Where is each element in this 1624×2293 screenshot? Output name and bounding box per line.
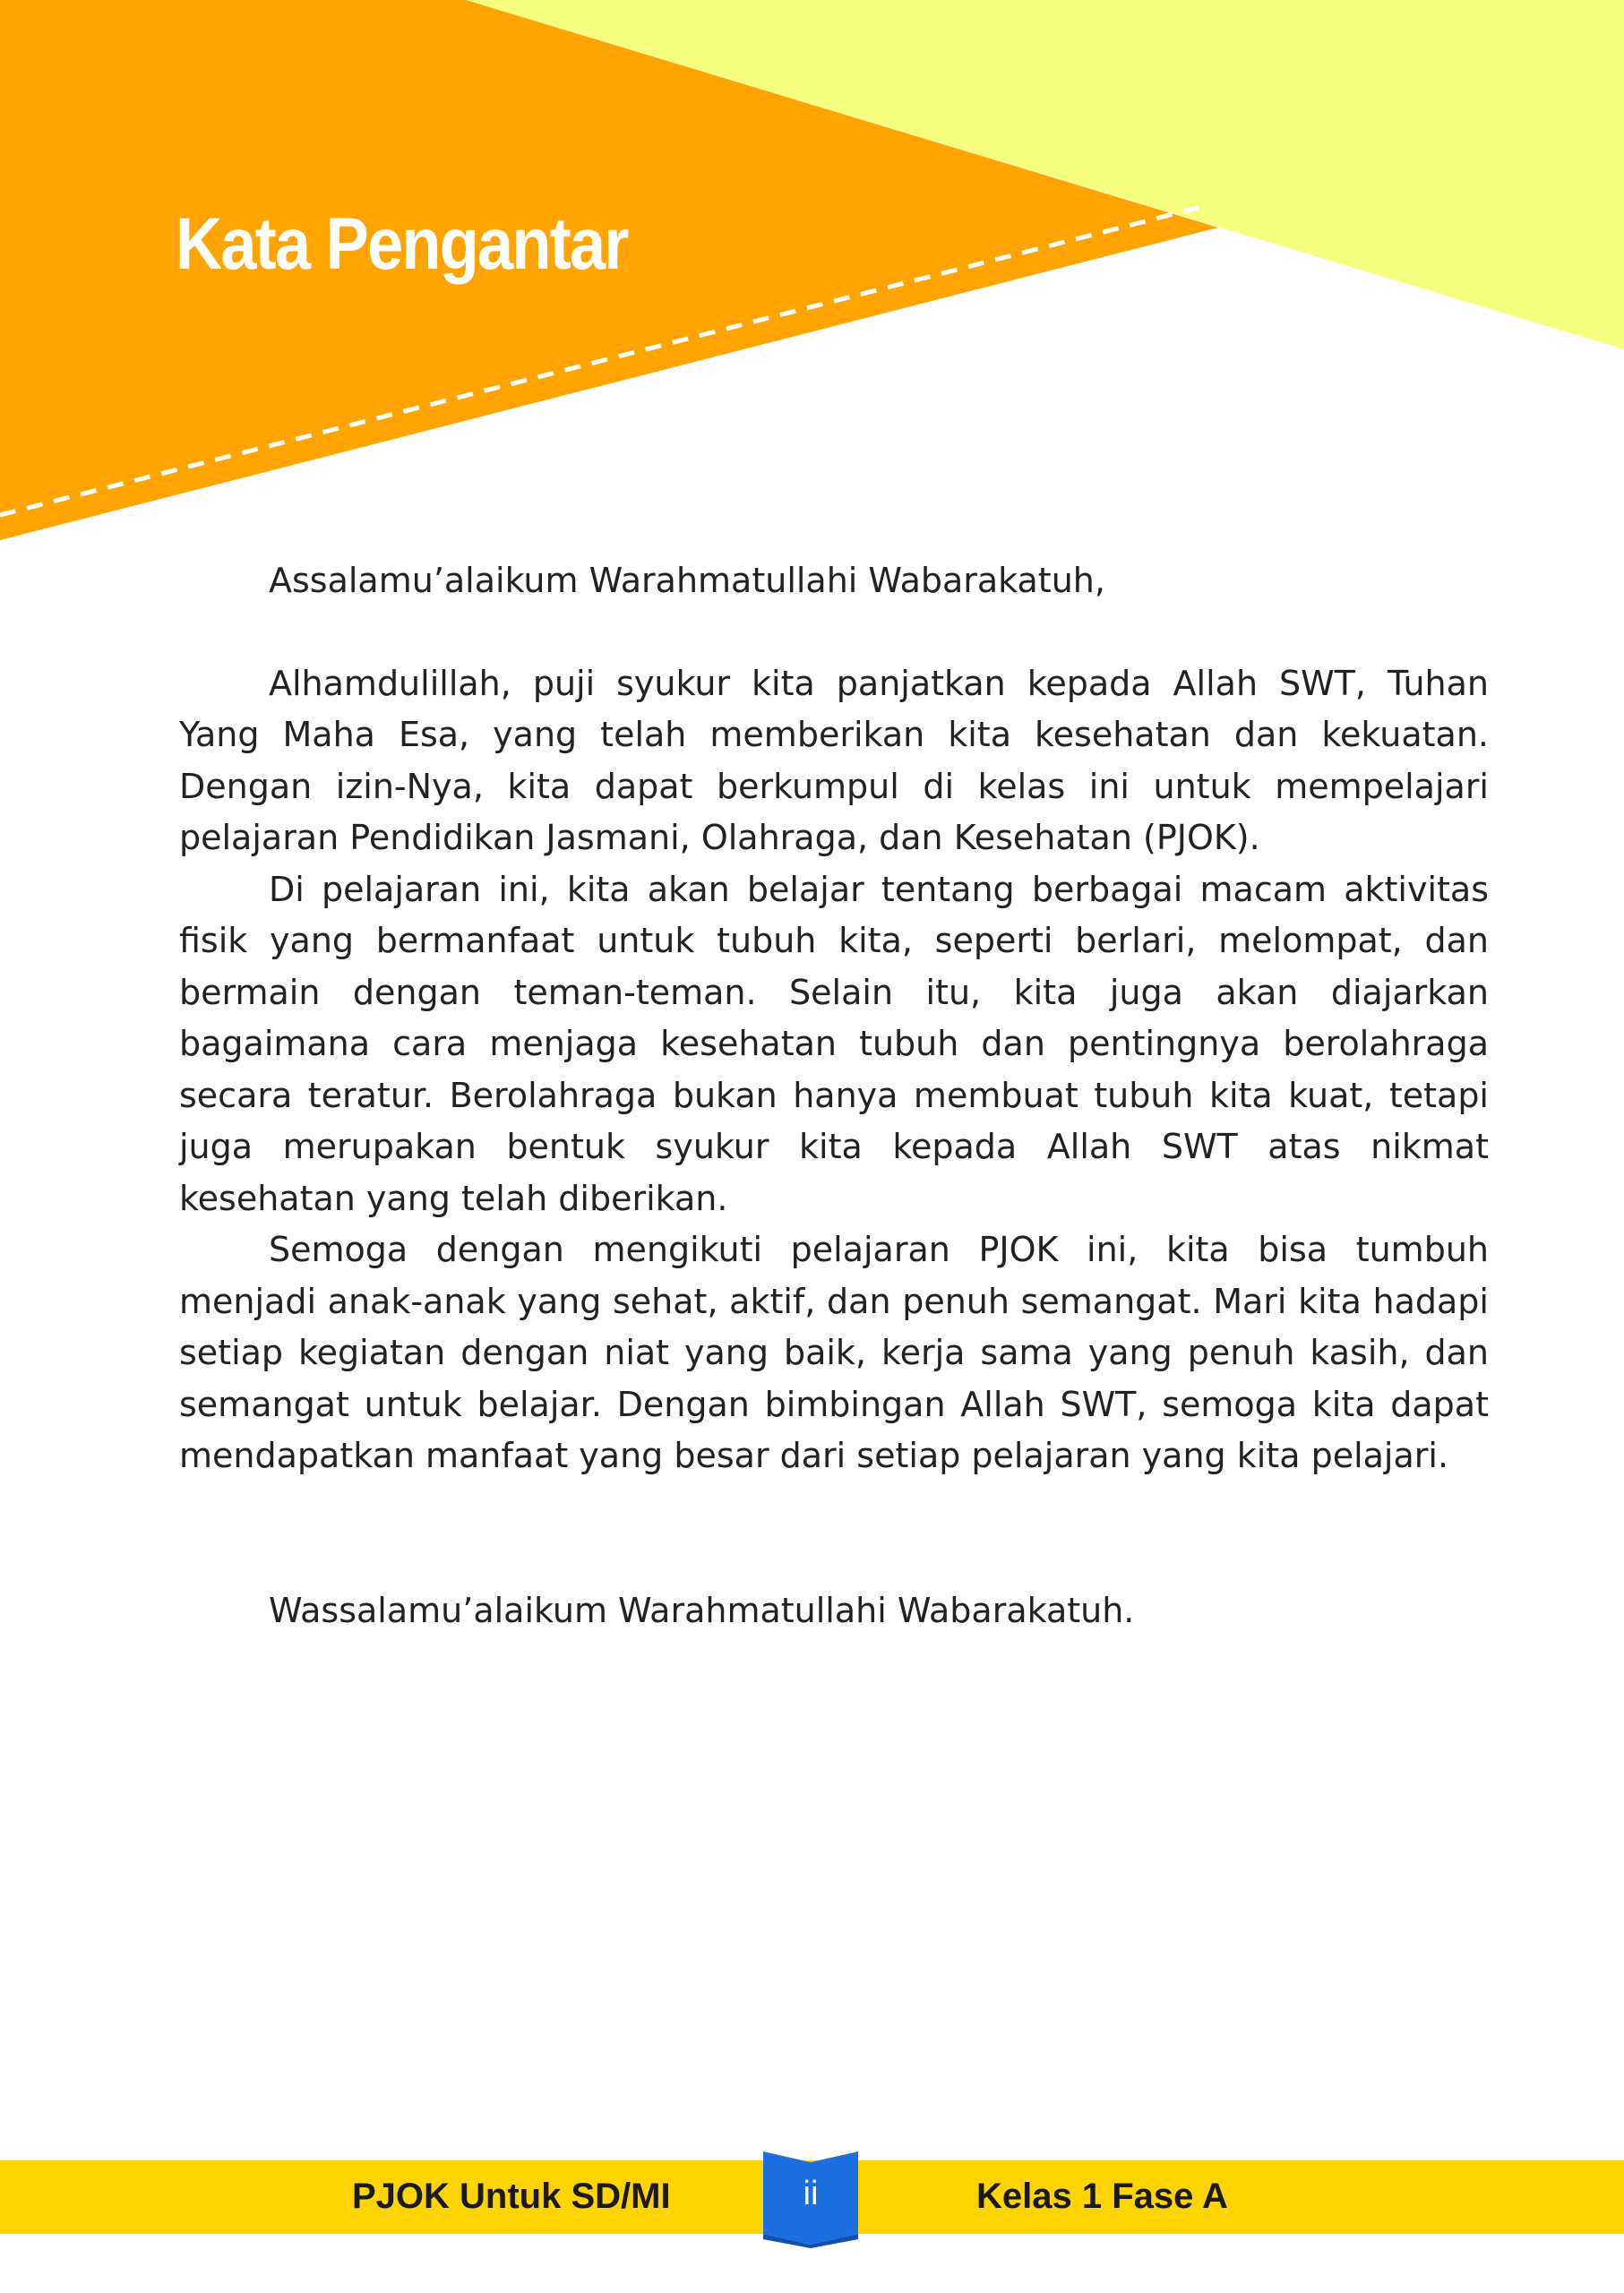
activity-paragraph: Di pelajaran ini, kita akan belajar tentang berbagai macam aktivitas fisik yang bermanfaat untuk tubuh kita, seperti berlari, melompat, dan bermain dengan teman-teman. Selain itu, kita juga akan diajarkan bagaimana cara menjaga kesehatan tubuh dan pentingnya berolahraga secara teratur. Berolahraga bukan hanya membuat tubuh kita kuat, tetapi juga merupakan bentuk syukur kita kepada Allah SWT atas nikmat kesehatan yang telah diberikan. (179, 869, 1489, 1218)
page-number: ii (803, 2175, 819, 2212)
page-title: Kata Pengantar (176, 203, 628, 285)
footer-book-title: PJOK Untuk SD/MI (352, 2177, 671, 2216)
hope-paragraph: Semoga dengan mengikuti pelajaran PJOK ini, kita bisa tumbuh menjadi anak-anak yang sehat, aktif, dan penuh semangat. Mari kita hadapi setiap kegiatan dengan niat yang baik, kerja sama yang penuh kasih, dan semangat untuk belajar. Dengan bimbingan Allah SWT, semoga kita dapat mendapatkan manfaat yang besar dari setiap pelajaran yang kita pelajari. (179, 1230, 1489, 1475)
body-text (179, 555, 1489, 1636)
footer-grade: Kelas 1 Fase A (976, 2177, 1228, 2216)
closing-paragraph: Wassalamu’alaikum Warahmatullahi Wabarakatuh. (269, 1590, 1135, 1630)
intro-paragraph: Alhamdulillah, puji syukur kita panjatkan kepada Allah SWT, Tuhan Yang Maha Esa, yang telah memberikan kita kesehatan dan kekuatan. Dengan izin-Nya, kita dapat berkumpul di kelas ini untuk mempelajari pelajaran Pendidikan Jasmani, Olahraga, dan Kesehatan (PJOK). (179, 663, 1489, 857)
greeting-paragraph: Assalamu’alaikum Warahmatullahi Wabarakatuh, (269, 561, 1105, 600)
